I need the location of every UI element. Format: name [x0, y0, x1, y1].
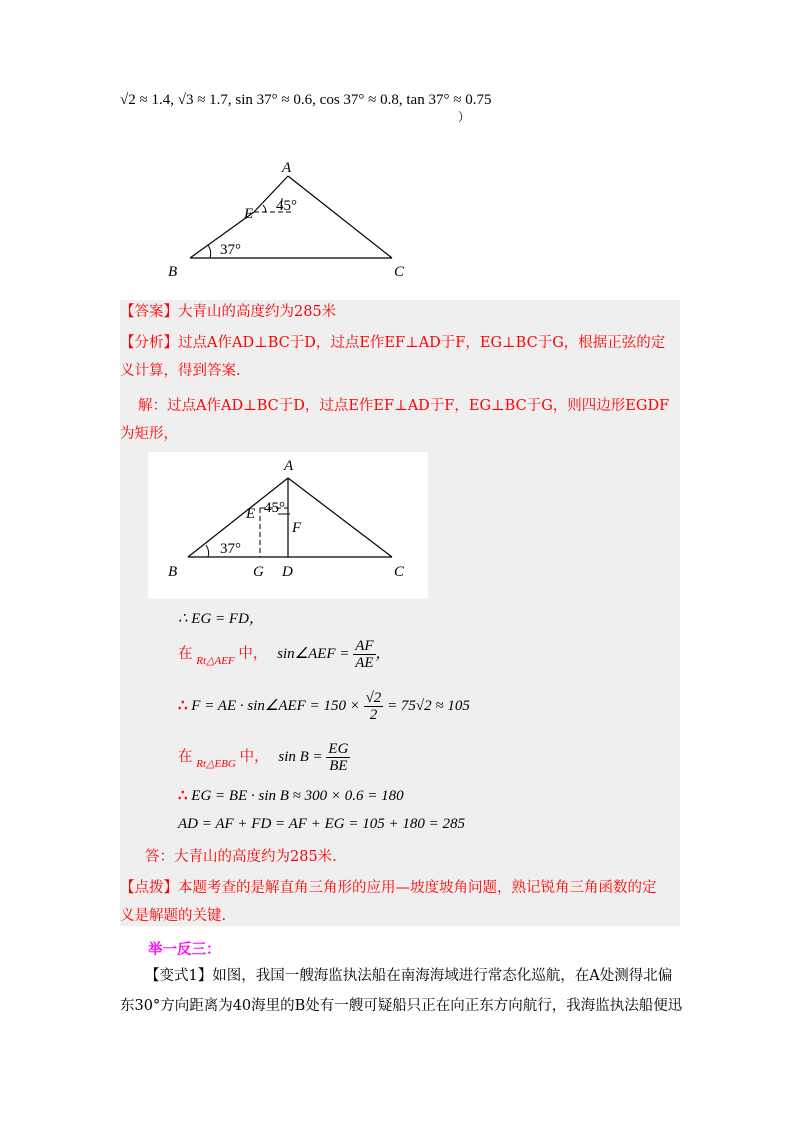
equation-sin-aef: 在 $_{Rt\triangle AEF}$ 中， sin∠AEF = $\frac{AF}{AE}$ ，: [178, 638, 391, 671]
equation-eg-fd: ∴ EG = FD，: [178, 611, 264, 627]
label-G: G: [253, 564, 264, 580]
label-D: D: [282, 564, 293, 580]
approximation-values: √2 ≈ 1.4, √3 ≈ 1.7, sin 37° ≈ 0.6, cos 37° ≈ 0.8, tan 37° ≈ 0.75: [120, 92, 492, 108]
label-E: E: [246, 506, 256, 522]
label-B: B: [168, 564, 178, 580]
tip-line-2: 义是解题的关键.: [120, 908, 227, 924]
conclusion-line: 答：大青山的高度约为285米.: [145, 849, 337, 865]
angle-37-label: 37°: [220, 541, 241, 557]
equation-af: ∴ F = AE · sin∠AEF = 150 × $\frac{√2}{2}$ = 75√2 ≈ 105: [178, 690, 470, 723]
angle-45-label: 45°: [264, 500, 285, 516]
label-B: B: [168, 264, 178, 280]
label-A: A: [282, 160, 292, 176]
solution-line-2: 为矩形，: [120, 426, 178, 442]
answer-line: 【答案】大青山的高度约为285米: [120, 304, 337, 320]
equation-ad-value: AD = AF + FD = AF + EG = 105 + 180 = 285: [178, 816, 465, 832]
label-C: C: [394, 264, 405, 280]
triangle-figure-2: [148, 452, 428, 599]
tip-line-1: 【点拨】本题考查的是解直角三角形的应用—坡度坡角问题，熟记锐角三角函数的定: [120, 880, 657, 896]
analysis-line-2: 义计算，得到答案.: [120, 363, 241, 379]
solution-line-1: 解：过点A作AD⊥BC于D，过点E作EF⊥AD于F，EG⊥BC于G，则四边形EGDF: [138, 398, 670, 414]
closing-paren: ）: [458, 110, 471, 124]
variant-line-2: 东30°方向距离为40海里的B处有一艘可疑船只正在向正东方向航行，我海监执法船便迅: [120, 998, 683, 1014]
angle-37-label: 37°: [220, 242, 241, 258]
angle-45-label: 45°: [276, 198, 297, 214]
equation-sin-b: 在 $_{Rt\triangle EBG}$ 中， sin B = $\frac{EG}{BE}$: [178, 741, 349, 774]
variant-line-1: 【变式1】如图，我国一艘海监执法船在南海海域进行常态化巡航，在A处测得北偏: [145, 968, 673, 984]
label-C: C: [394, 564, 405, 580]
label-A: A: [284, 458, 294, 474]
triangle-figure-1: [160, 150, 420, 285]
label-E: E: [244, 206, 254, 222]
variant-heading: 举一反三：: [148, 941, 221, 958]
analysis-line-1: 【分析】过点A作AD⊥BC于D，过点E作EF⊥AD于F，EG⊥BC于G，根据正弦的定: [120, 335, 666, 351]
equation-eg-value: ∴ EG = BE · sin B ≈ 300 × 0.6 = 180: [178, 788, 404, 804]
label-F: F: [292, 520, 302, 536]
